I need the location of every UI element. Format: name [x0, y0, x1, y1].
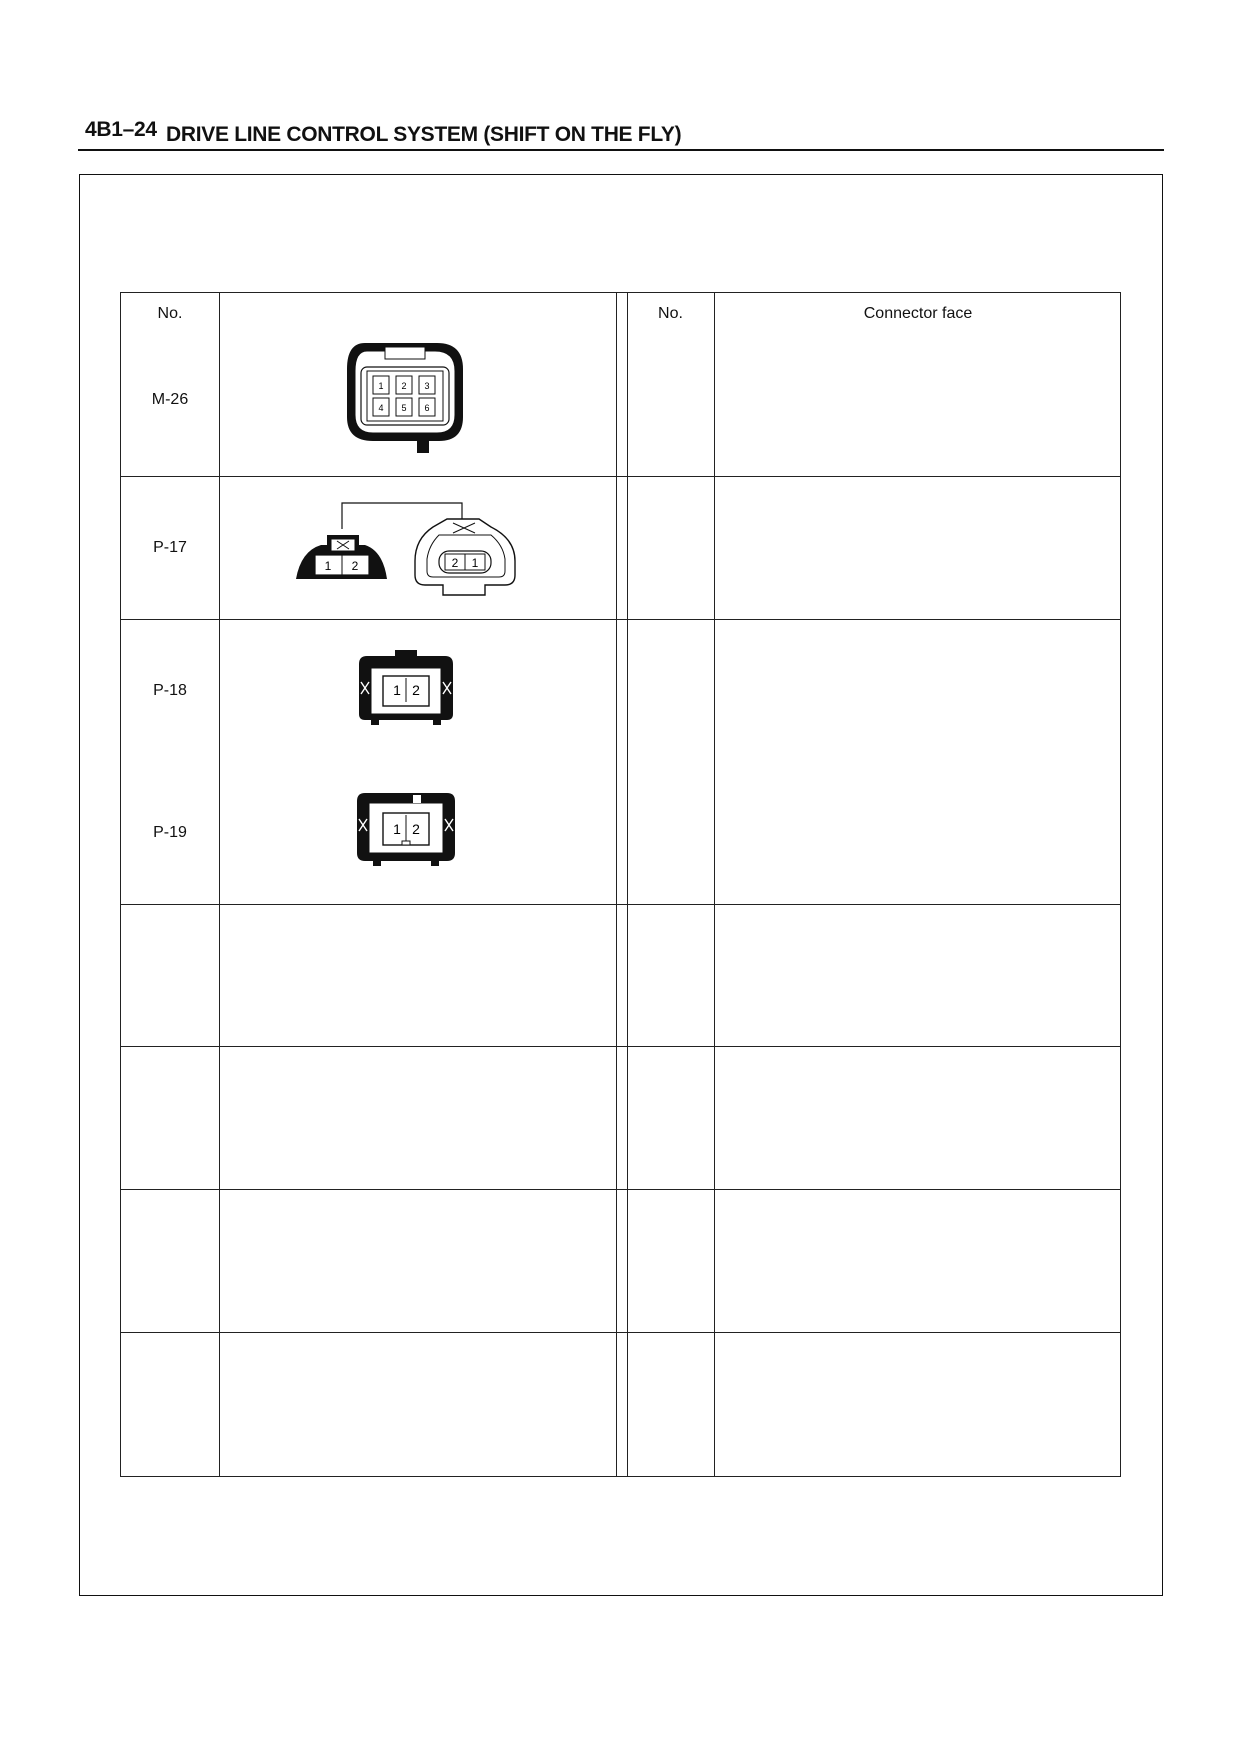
connector-face-p17 [293, 499, 539, 599]
right-header-connector-face: Connector face [863, 305, 973, 322]
pin-label: 6 [424, 403, 430, 413]
pin-label: 2 [451, 556, 459, 570]
connector-face-p19 [355, 789, 457, 869]
page-number: 4B1–24 [85, 118, 157, 141]
column-divider [714, 293, 715, 1476]
left-header-no: No. [157, 305, 183, 322]
connector-face-m26 [343, 339, 467, 467]
connector-label: M-26 [151, 391, 189, 408]
pin-label: 2 [412, 682, 420, 698]
pin-label: 1 [378, 381, 384, 391]
column-divider [627, 293, 628, 1476]
pin-label: 4 [378, 403, 384, 413]
pin-label: 1 [393, 682, 401, 698]
pin-label: 3 [424, 381, 430, 391]
column-divider [616, 293, 617, 1476]
right-header-no: No. [658, 305, 683, 322]
row-divider [121, 476, 1120, 477]
pin-label: 5 [401, 403, 407, 413]
page-header [85, 116, 1165, 148]
pin-label: 2 [401, 381, 407, 391]
pin-label: 1 [471, 556, 479, 570]
header-rule [78, 149, 1164, 151]
row-divider [121, 1189, 1120, 1190]
row-divider [121, 1332, 1120, 1333]
row-divider [121, 1046, 1120, 1047]
connector-table [120, 292, 1121, 1477]
pin-label: 1 [393, 821, 401, 837]
connector-label: P-18 [153, 682, 187, 699]
column-divider [219, 293, 220, 1476]
connector-face-p18 [357, 648, 455, 728]
row-divider [121, 619, 1120, 620]
pin-label: 2 [351, 559, 359, 573]
connector-label: P-19 [153, 824, 187, 841]
row-divider [121, 904, 1120, 905]
pin-label: 1 [324, 559, 332, 573]
section-title: DRIVE LINE CONTROL SYSTEM (SHIFT ON THE FLY) [166, 123, 682, 146]
connector-label: P-17 [153, 539, 187, 556]
pin-label: 2 [412, 821, 420, 837]
